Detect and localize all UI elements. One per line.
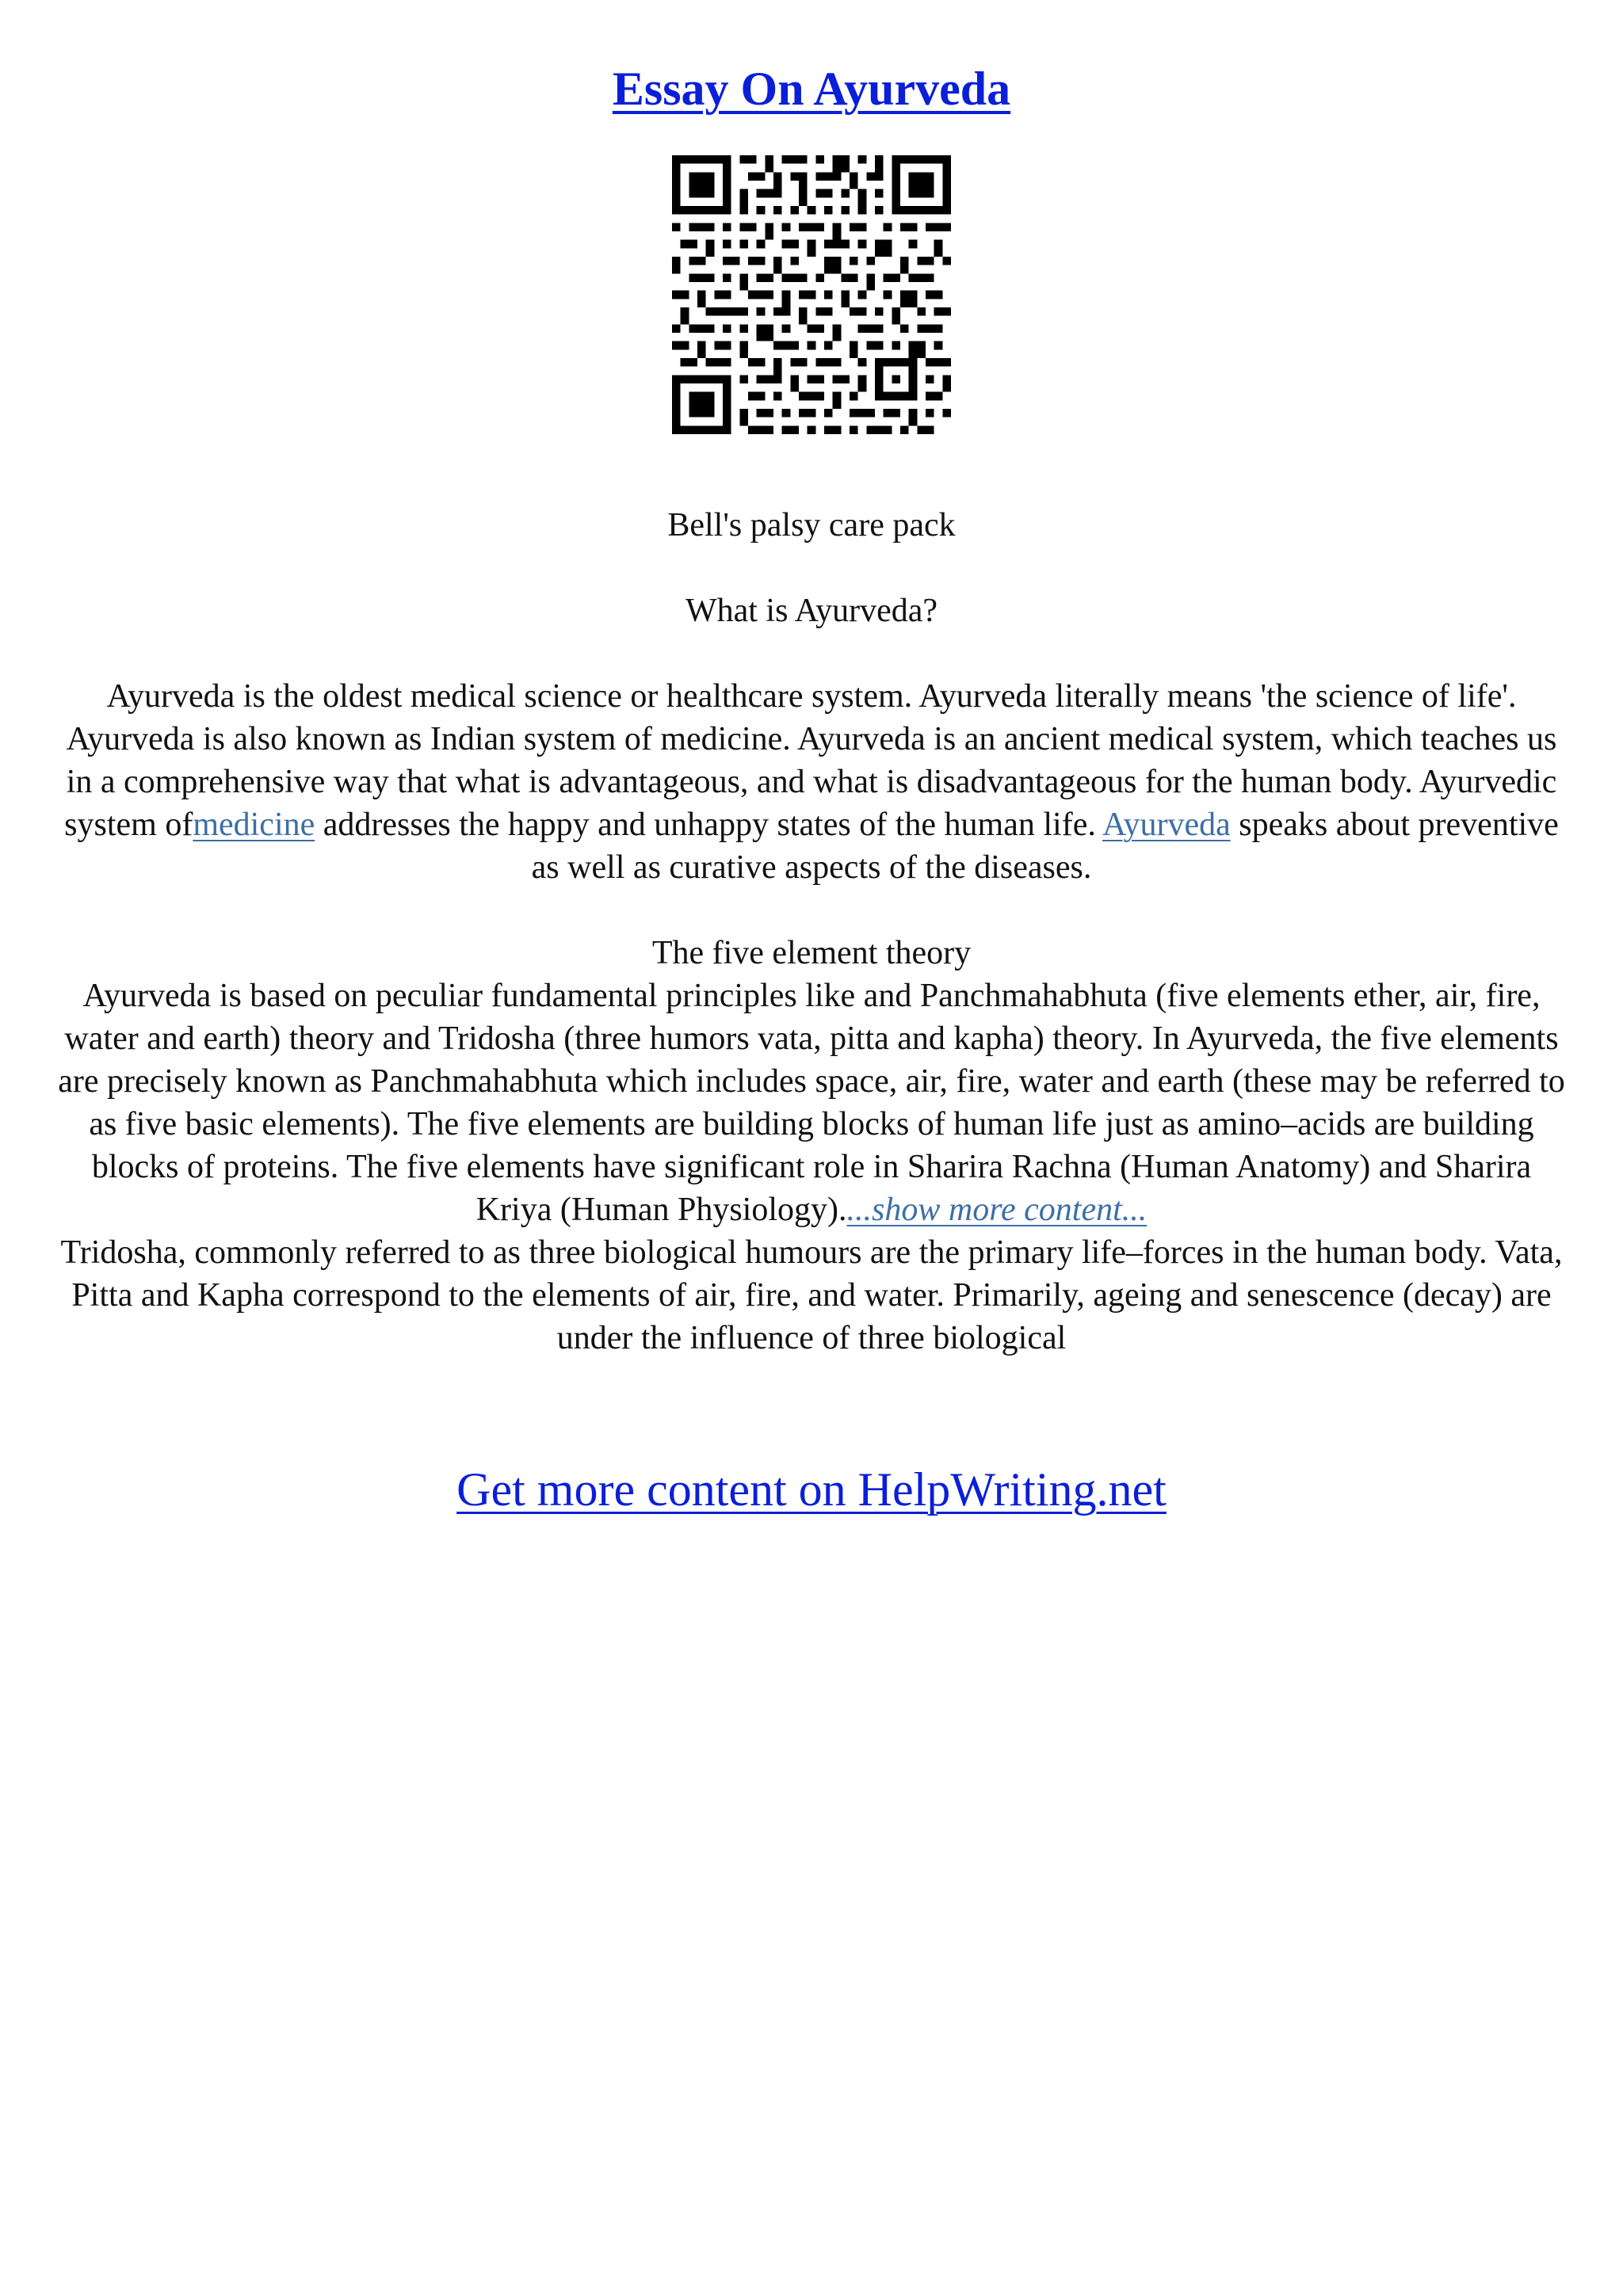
qr-code-icon xyxy=(672,155,951,434)
title-link[interactable]: Essay On Ayurveda xyxy=(612,63,1011,115)
spacer xyxy=(55,889,1568,932)
paragraph-five-elements-text: Ayurveda is based on peculiar fundamental principles like and Panchmahabhuta (five elements ether, air, fire, water and earth) theory and Tridosha (three humors vata, pitta and kapha) theory. In Ayurveda, the five elements are precisely known as Panchmahabhuta which includes space, air, fire, water and earth (these may be referred to as five basic elements). The five elements are building blocks of human life just as amino–acids are building blocks of proteins. The five elements have significant role in Sharira Rachna (Human Anatomy) and Sharira Kriya (Human Physiology). xyxy=(58,978,1565,1228)
paragraph-intro-text-1: Ayurveda is the oldest medical science or healthcare system. Ayurveda literally means 'the science of life'. Ayurveda is also known as Indian system of medicine. Ayurveda is an ancient medical system, which teaches us in a comprehensive way that what is advantageous, and what is disadvantageous for the human body. Ayurvedic system of xyxy=(64,678,1557,843)
get-more-content-link[interactable]: Get more content on HelpWriting.net xyxy=(456,1463,1167,1516)
paragraph-intro-text-2: addresses the happy and unhappy states of the human life. xyxy=(315,807,1103,843)
medicine-link[interactable]: medicine xyxy=(193,807,315,843)
document-title xyxy=(0,55,1623,122)
paragraph-tridosha: Tridosha, commonly referred to as three biological humours are the primary life–forces in the human body. Vata, Pitta and Kapha correspond to the elements of air, fire, and water. Primarily, ageing and senescence (decay) are under the influence of three biological xyxy=(60,1234,1563,1356)
spacer xyxy=(55,632,1568,675)
spacer xyxy=(55,547,1568,589)
paragraph-five-elements xyxy=(55,974,1568,1231)
cta-container xyxy=(0,1456,1623,1523)
show-more-link[interactable]: ...show more content... xyxy=(846,1192,1148,1228)
ayurveda-link[interactable]: Ayurveda xyxy=(1102,807,1231,843)
paragraph-intro xyxy=(55,675,1568,889)
section-heading-five-elements: The five element theory xyxy=(651,935,972,971)
document-body xyxy=(55,504,1568,1360)
subtitle: Bell's palsy care pack xyxy=(667,507,956,543)
paragraph-intro-text-3: speaks about preventive as well as curative aspects of the diseases. xyxy=(531,807,1559,886)
section-heading-what-is-ayurveda: What is Ayurveda? xyxy=(685,593,938,629)
